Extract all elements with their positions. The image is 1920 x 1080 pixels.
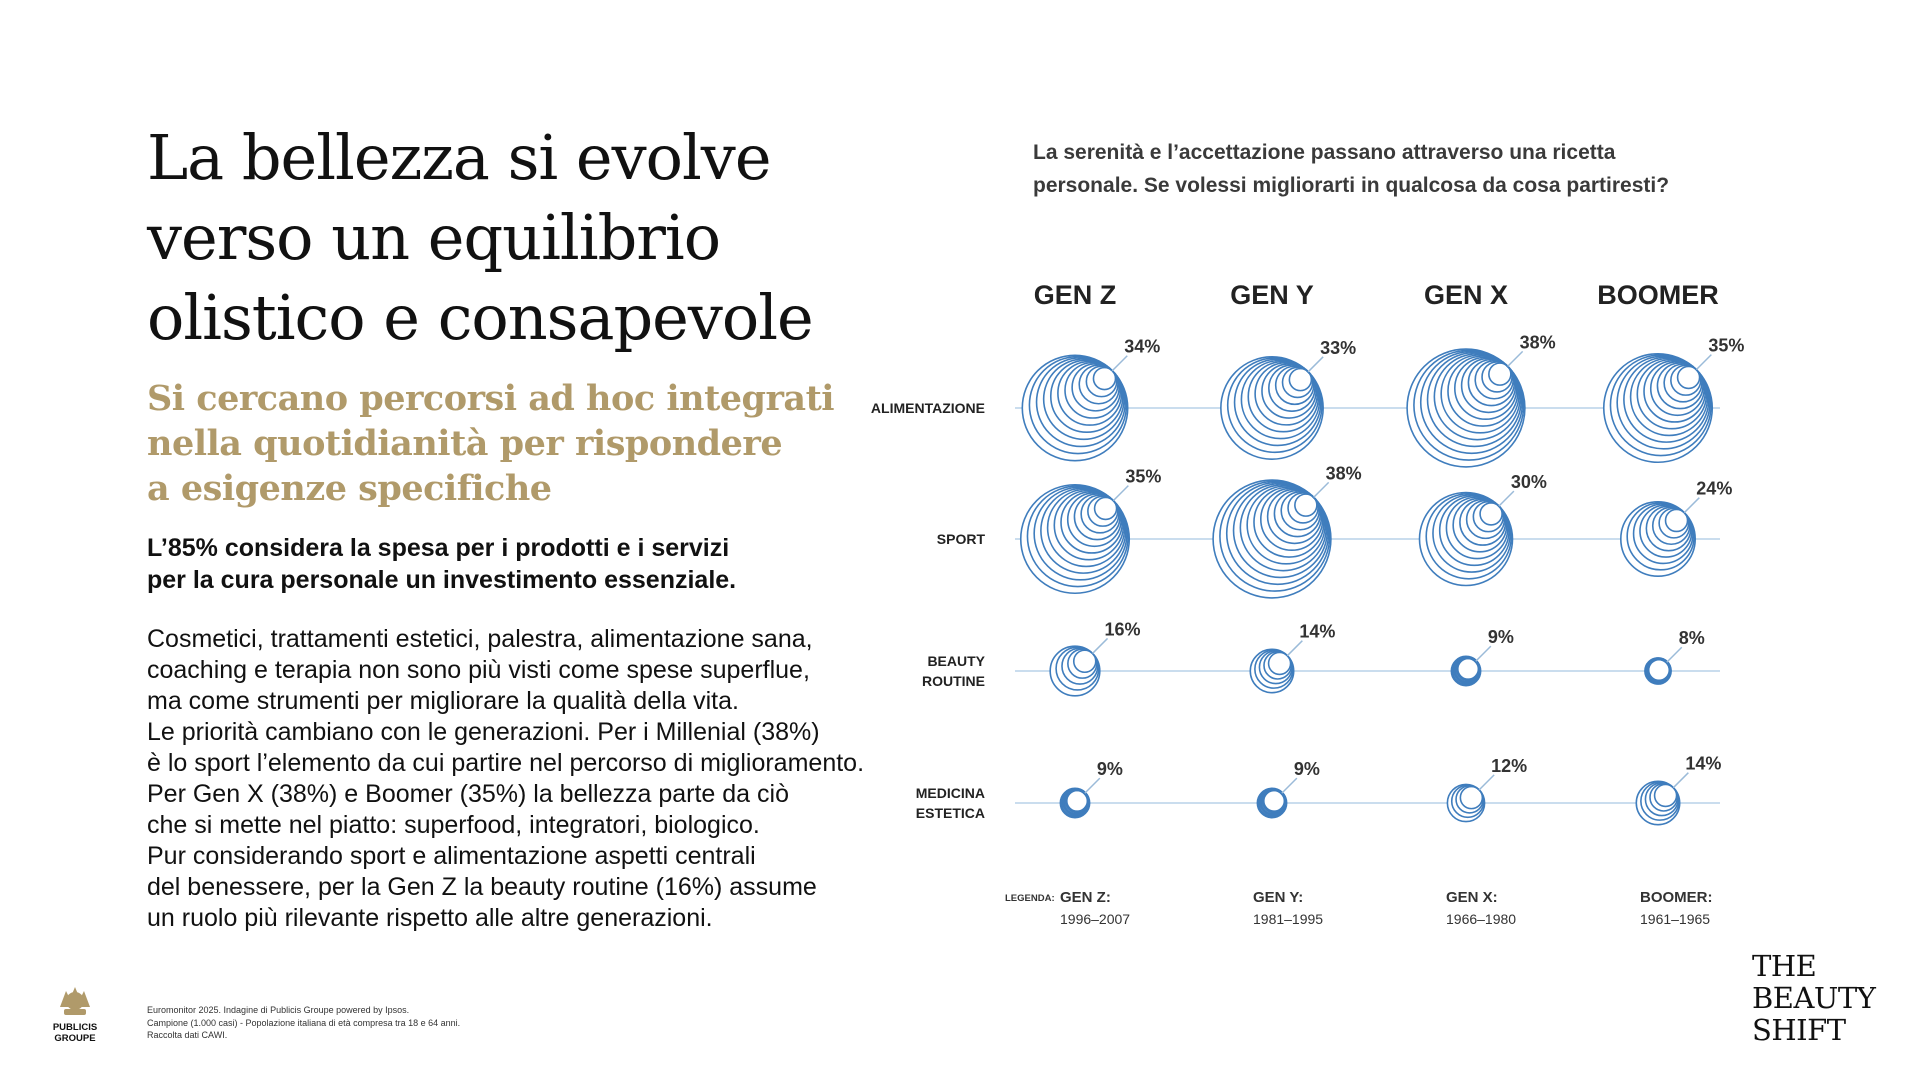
value-leader xyxy=(1673,773,1688,788)
value-leader xyxy=(1314,482,1329,497)
bubble xyxy=(1604,336,1745,463)
legend-entry-years: 1981–1995 xyxy=(1253,911,1324,927)
value-leader xyxy=(1684,498,1699,513)
chart-question: La serenità e l’accettazione passano attraverso una ricetta personale. Se volessi migliorarti in qualcosa da cosa partiresti? xyxy=(1033,141,1670,197)
legend-label: LEGENDA: xyxy=(1005,893,1055,904)
value-leader xyxy=(1093,638,1108,653)
bubble xyxy=(1621,479,1733,577)
bubble xyxy=(1250,622,1335,693)
column-header-gen-z: GEN Z xyxy=(1033,280,1117,310)
data-label: 9% xyxy=(1293,759,1320,780)
bubble xyxy=(1021,467,1162,594)
chart-legend xyxy=(1005,889,1713,927)
column-headers xyxy=(1034,280,1719,310)
the-beauty-shift-wordmark: THE BEAUTY SHIFT xyxy=(1752,949,1876,1047)
row-label-sport: SPORT xyxy=(936,531,985,547)
bubble xyxy=(1061,759,1123,817)
data-label: 12% xyxy=(1491,755,1528,776)
legend-entry-name: GEN X: xyxy=(1446,889,1498,906)
data-label: 16% xyxy=(1104,619,1141,640)
data-label: 14% xyxy=(1685,753,1722,774)
bubble xyxy=(1646,628,1705,683)
data-label: 38% xyxy=(1325,463,1362,484)
value-leader xyxy=(1667,647,1682,662)
value-leader xyxy=(1282,778,1297,793)
lion-emblem-icon xyxy=(60,987,90,1015)
bubble xyxy=(1447,756,1527,822)
publicis-groupe-wordmark: PUBLICIS GROUPE xyxy=(52,1022,98,1044)
value-leader xyxy=(1499,491,1514,506)
data-label: 33% xyxy=(1320,337,1357,358)
value-leader xyxy=(1479,775,1494,790)
bubble xyxy=(1221,338,1356,459)
bubble xyxy=(1636,754,1721,825)
bubble xyxy=(1420,472,1547,585)
value-leader xyxy=(1476,646,1491,661)
key-statistic: L’85% considera la spesa per i prodotti e i servizi per la cura personale un investimento essenziale. xyxy=(147,534,737,594)
legend-entry-name: GEN Y: xyxy=(1253,889,1304,906)
legend-entry-years: 1966–1980 xyxy=(1446,911,1517,927)
value-leader xyxy=(1308,357,1323,372)
value-leader xyxy=(1112,356,1127,371)
column-header-gen-y: GEN Y xyxy=(1230,280,1314,310)
row-labels xyxy=(871,400,986,821)
legend-entry-name: GEN Z: xyxy=(1060,889,1111,906)
data-label: 14% xyxy=(1299,621,1336,642)
column-header-gen-x: GEN X xyxy=(1423,280,1509,310)
data-label: 9% xyxy=(1096,759,1123,780)
value-leader xyxy=(1085,778,1100,793)
data-label: 38% xyxy=(1519,332,1556,353)
row-label-alimentazione: ALIMENTAZIONE xyxy=(870,400,985,416)
bubble xyxy=(1213,463,1362,598)
data-label: 24% xyxy=(1696,478,1733,499)
value-leader xyxy=(1508,351,1523,366)
data-label: 35% xyxy=(1708,335,1745,356)
data-label: 30% xyxy=(1510,472,1547,493)
slide-title: La bellezza si evolve verso un equilibrio olistico e consapevole xyxy=(147,121,813,354)
column-header-boomer: BOOMER xyxy=(1597,280,1719,310)
value-leader xyxy=(1287,641,1302,656)
publicis-groupe-logo xyxy=(42,985,108,1051)
legend-entry-name: BOOMER: xyxy=(1640,889,1713,906)
value-leader xyxy=(1696,355,1711,370)
body-paragraph: Cosmetici, trattamenti estetici, palestra, alimentazione sana, coaching e terapia non sono più visti come spese superflue, ma come strumenti per migliorare la qualità della vita. Le priorità cambiano con le generazioni. Per i Millenial (38%) è lo sport l’elemento da cui partire nel percorso di miglioramento. Per Gen X (38%) e Boomer (35%) la bellezza parte da ciò che si mette nel piatto: superfood, integratori, biologico. Pur considerando sport e alimentazione aspetti centrali del benessere, per la Gen Z la beauty routine (16%) assume un ruolo più rilevante rispetto alle altre generazioni. xyxy=(147,625,865,932)
bubbles xyxy=(1021,332,1745,824)
bubble xyxy=(1407,332,1556,467)
legend-entry-years: 1996–2007 xyxy=(1060,911,1131,927)
value-leader xyxy=(1113,486,1128,501)
row-label-beauty-routine: BEAUTY ROUTINE xyxy=(922,653,985,689)
bubble xyxy=(1050,619,1140,695)
row-lines xyxy=(1015,408,1720,803)
legend-entry-years: 1961–1965 xyxy=(1640,911,1711,927)
data-label: 8% xyxy=(1678,628,1705,649)
source-note: Euromonitor 2025. Indagine di Publicis Groupe powered by Ipsos. Campione (1.000 casi) - Popolazione italiana di età compresa tra 18 e 64 anni. Raccolta dati CAWI. xyxy=(147,1005,461,1040)
data-label: 34% xyxy=(1124,336,1161,357)
data-label: 9% xyxy=(1487,627,1514,648)
data-label: 35% xyxy=(1125,466,1162,487)
bubble xyxy=(1452,627,1514,685)
bubble xyxy=(1022,337,1160,461)
bubble xyxy=(1258,759,1320,817)
row-label-medicina-estetica: MEDICINA ESTETICA xyxy=(915,785,985,821)
slide-subtitle: Si cercano percorsi ad hoc integrati nella quotidianità per rispondere a esigenze specifiche xyxy=(147,378,835,509)
